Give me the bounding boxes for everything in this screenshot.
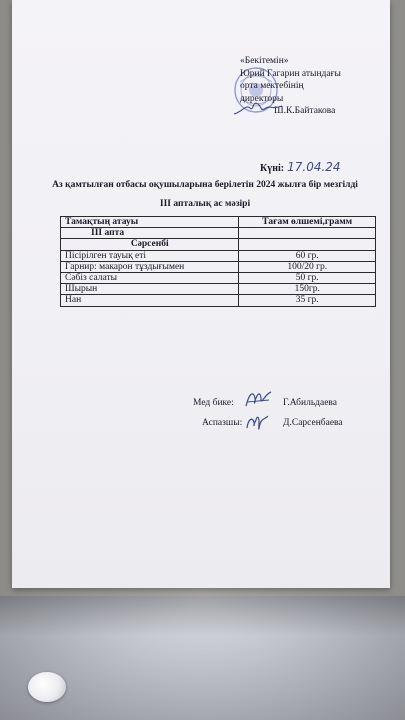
dish-amount: 150гр. [239,284,376,295]
nurse-signature-icon [243,388,273,410]
table-row [61,272,376,283]
nurse-name: Г.Абильдаева [283,398,338,408]
day-label: Сәрсенбі [61,239,239,250]
menu-table [60,216,376,307]
cook-name: Д.Сарсенбаева [283,418,343,428]
dish-amount: 35 гр. [239,295,376,306]
date-label: Күні: [260,163,285,174]
table-row [61,295,376,306]
table-row [61,284,376,295]
day-row [61,239,376,250]
cook-label: Аспазшы: [202,418,243,428]
fabric-shadow [0,596,405,636]
dish-name: Гарнир: макарон тұздығымен [61,261,239,272]
date-row [260,160,341,174]
table-row [61,250,376,261]
cook-signature-icon [244,412,270,434]
dish-name: Пісірілген тауық еті [61,250,239,261]
week-label: III апта [61,228,239,239]
document-subtitle: III апталық ас мәзірі [159,199,251,209]
director-signature-icon [232,96,284,118]
week-row [61,228,376,239]
table-row [61,261,376,272]
header-portion: Тағам өлшемі,грамм [239,217,376,228]
dish-amount: 50 гр. [239,272,376,283]
shirt-button-icon [28,672,66,702]
dish-amount: 100/20 гр. [239,261,376,272]
approval-title: «Бекітемін» [240,56,289,66]
approval-director-name: Ш.К.Байтакова [274,106,336,116]
table-header-row [61,217,376,228]
date-value: 17.04.24 [287,160,341,174]
cook-signature-line [202,418,343,428]
dish-name: Сәбіз салаты [61,272,239,283]
nurse-signature-line [193,398,338,408]
header-dish-name: Тамақтың атауы [61,217,239,228]
dish-amount: 60 гр. [239,250,376,261]
approval-position: директоры [240,93,284,104]
dish-name: Шырын [61,284,239,295]
document-title: Аз қамтылған отбасы оқушыларына берілетін 2024 жылға бір мезгілді [52,180,358,190]
approval-school-type: орта мектебінің [240,81,304,91]
nurse-label: Мед бике: [193,398,234,408]
empty-cell [239,239,376,250]
dish-name: Нан [61,295,239,306]
empty-cell [239,228,376,239]
approval-school: Юрий Гагарин атындағы [240,68,341,79]
